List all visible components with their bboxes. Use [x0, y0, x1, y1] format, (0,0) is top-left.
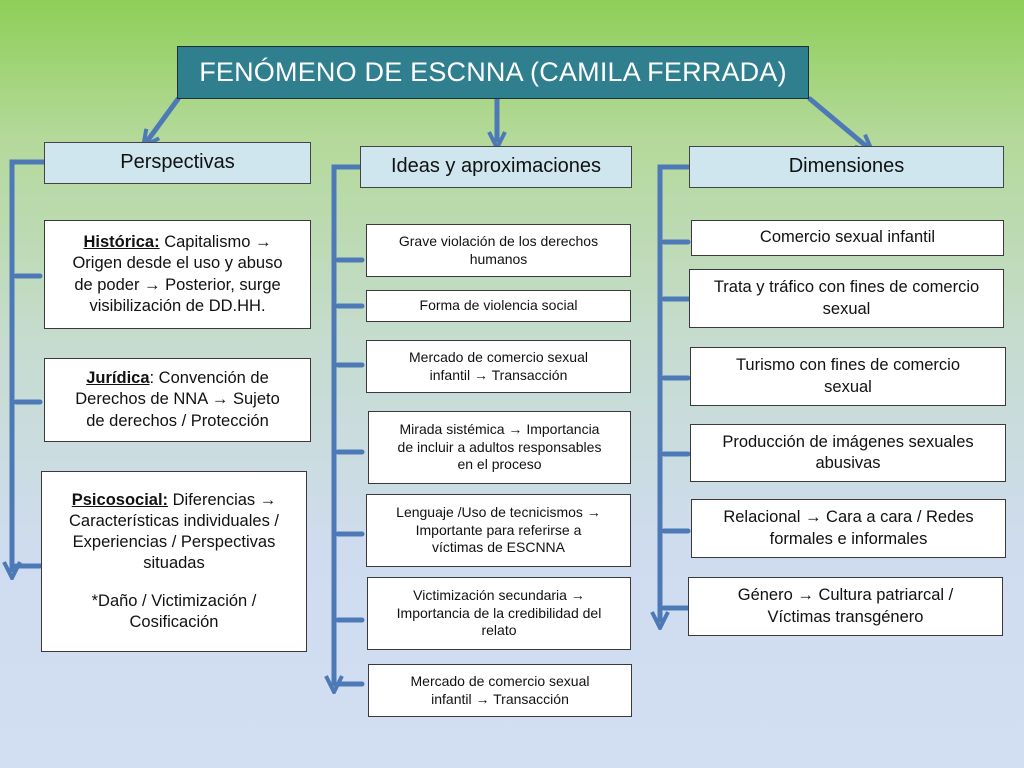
title-to-perspectivas-arrow: [148, 99, 178, 140]
perspectiva-psicosocial: Psicosocial: Diferencias → Características individuales / Experiencias / Perspectivas situadas *Daño / Victimización / Cosificación: [41, 471, 307, 652]
perspectiva-historica: Histórica: Capitalismo → Origen desde el uso y abuso de poder → Posterior, surge visibilización de DD.HH.: [44, 220, 311, 329]
dimension-comercio-sexual: Comercio sexual infantil: [691, 220, 1004, 256]
idea-victimizacion-secundaria: Victimización secundaria → Importancia de la credibilidad del relato: [367, 577, 631, 650]
idea-lenguaje: Lenguaje /Uso de tecnicismos → Importante para referirse a víctimas de ESCNNA: [366, 494, 631, 567]
term-psicosocial: Psicosocial:: [71, 490, 169, 509]
ideas-connector: [334, 167, 360, 684]
header-ideas: Ideas y aproximaciones: [360, 146, 632, 188]
idea-mirada-sistemica: Mirada sistémica → Importancia de incluir a adultos responsables en el proceso: [368, 411, 631, 484]
perspectiva-juridica: Jurídica: Convención de Derechos de NNA → Sujeto de derechos / Protección: [44, 358, 311, 442]
dimension-genero: Género → Cultura patriarcal / Víctimas transgénero: [688, 577, 1003, 636]
dimension-trata-trafico: Trata y tráfico con fines de comercio sexual: [689, 269, 1004, 328]
perspectivas-connector: [12, 162, 44, 570]
term-juridica: Jurídica: [86, 369, 150, 388]
idea-violencia-social: Forma de violencia social: [366, 290, 631, 322]
title-to-dimensiones-arrow: [810, 99, 866, 146]
dimension-turismo: Turismo con fines de comercio sexual: [690, 347, 1006, 406]
dimension-relacional: Relacional → Cara a cara / Redes formales e informales: [691, 499, 1006, 558]
term-historica: Histórica:: [83, 233, 160, 252]
idea-violacion-derechos: Grave violación de los derechos humanos: [366, 224, 631, 277]
diagram-title: FENÓMENO DE ESCNNA (CAMILA FERRADA): [177, 46, 809, 99]
header-perspectivas: Perspectivas: [44, 142, 311, 184]
dimensiones-connector: [660, 167, 688, 620]
idea-mercado-comercio-2: Mercado de comercio sexual infantil → Transacción: [368, 664, 632, 717]
idea-mercado-comercio-1: Mercado de comercio sexual infantil → Transacción: [366, 340, 631, 393]
header-dimensiones: Dimensiones: [689, 146, 1004, 188]
dimension-produccion-imagenes: Producción de imágenes sexuales abusivas: [690, 424, 1006, 482]
